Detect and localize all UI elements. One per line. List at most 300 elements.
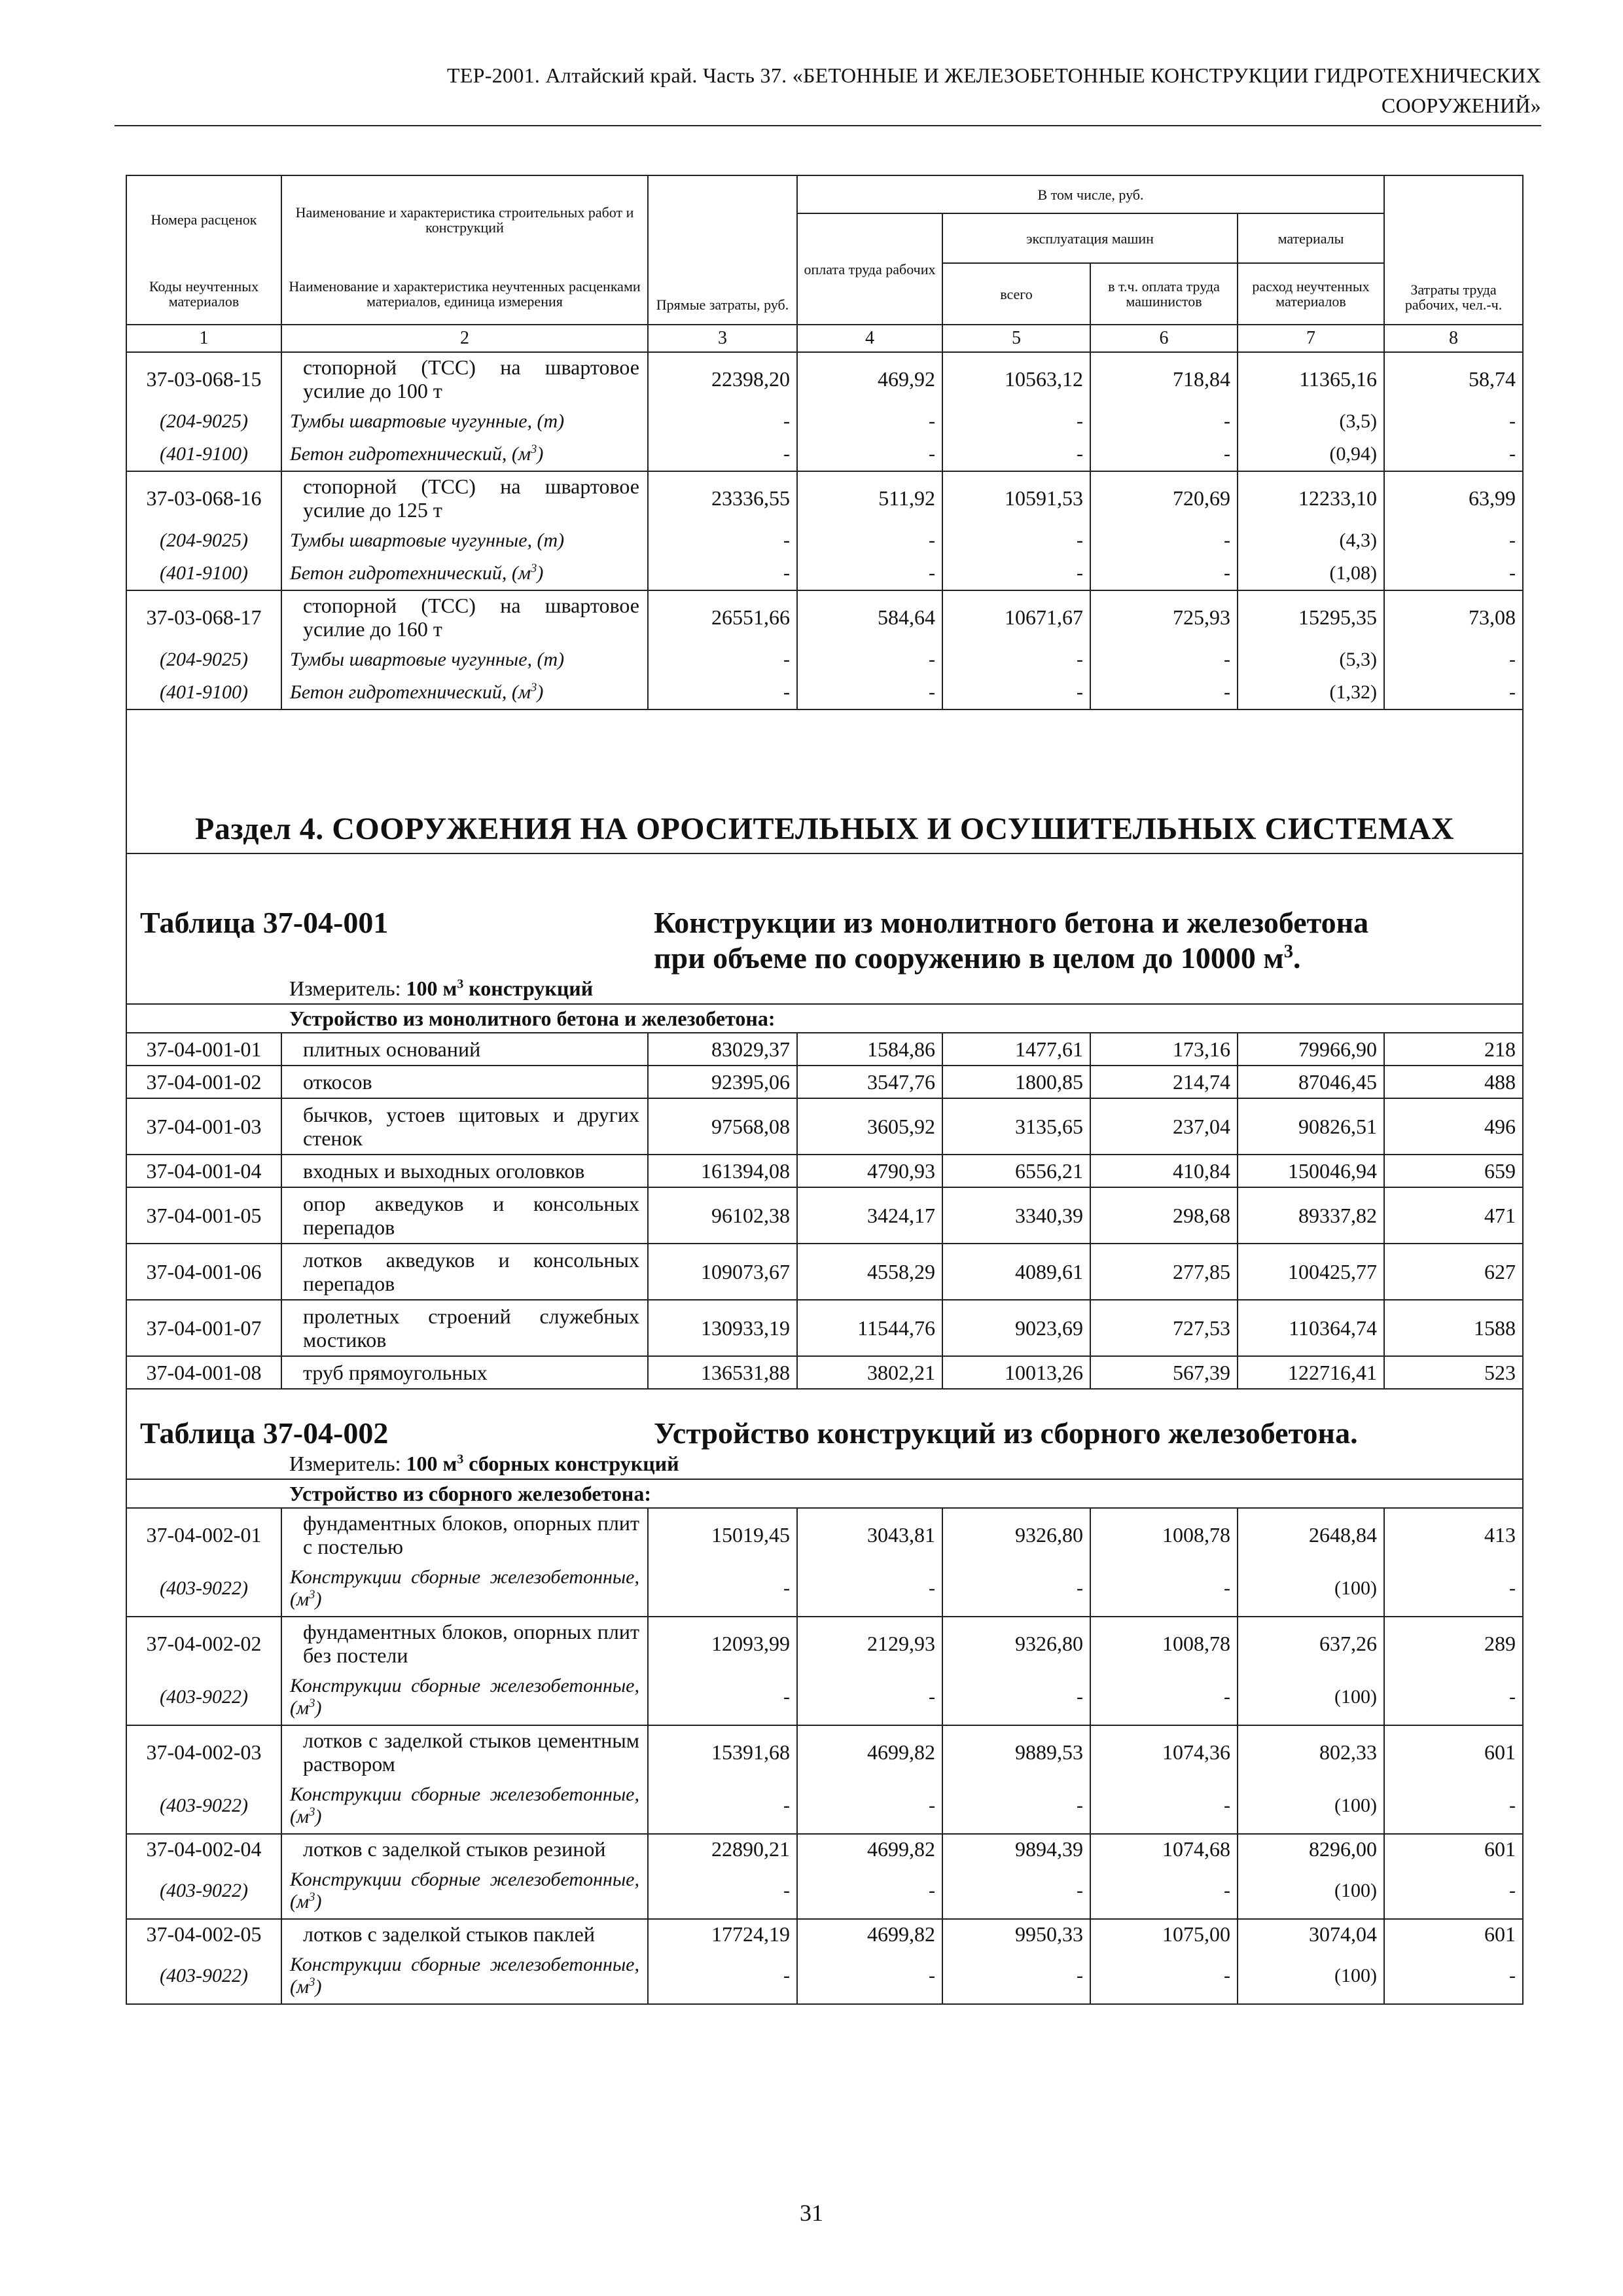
value-cell: (100) — [1238, 1561, 1384, 1617]
unit-exponent: 3 — [309, 1588, 315, 1602]
value-cell: - — [1090, 1948, 1238, 2004]
value-cell: 122716,41 — [1238, 1356, 1384, 1389]
table-1-title — [654, 905, 1368, 976]
value-cell: - — [797, 1778, 942, 1834]
value-cell: 12233,10 — [1238, 471, 1384, 524]
table-row — [126, 1508, 1523, 1561]
table-2-measure-sup: 3 — [457, 1452, 464, 1467]
value-cell: - — [1384, 1670, 1523, 1725]
header-workers-pay-label: оплата труда рабочих — [804, 260, 936, 278]
rate-code: 37-04-002-02 — [126, 1617, 281, 1670]
material-name: Конструкции сборные железобетонные, (м — [290, 1784, 639, 1827]
value-cell: 22398,20 — [648, 352, 797, 405]
value-cell: 73,08 — [1384, 590, 1523, 643]
value-cell: 23336,55 — [648, 471, 797, 524]
table-2-label: Таблица 37-04-002 — [140, 1416, 389, 1450]
material-name-cell — [281, 1863, 648, 1919]
material-name-end: ) — [315, 1976, 322, 1998]
material-code: (403-9022) — [126, 1778, 281, 1834]
value-cell: 9889,53 — [942, 1725, 1090, 1778]
header-machinists-pay: в т.ч. оплата труда машинистов — [1090, 263, 1238, 325]
column-number: 4 — [797, 325, 942, 352]
value-cell: 601 — [1384, 1834, 1523, 1863]
table-1-subhead-row — [126, 1004, 1523, 1033]
table-1-measure-label: Измеритель: — [289, 977, 401, 1000]
table-2-body — [126, 1508, 1523, 2004]
value-cell: 1800,85 — [942, 1066, 1090, 1098]
value-cell: - — [942, 1670, 1090, 1725]
value-cell: - — [797, 557, 942, 590]
unit-exponent: 3 — [531, 681, 537, 694]
table-1-title-line-1: Конструкции из монолитного бетона и железобетона — [654, 906, 1369, 939]
rate-code: 37-04-001-01 — [126, 1033, 281, 1066]
material-name-end: ) — [315, 1588, 322, 1610]
work-name: фундаментных блоков, опорных плит без постели — [281, 1617, 648, 1670]
rate-code: 37-04-001-06 — [126, 1244, 281, 1300]
value-cell: - — [648, 1863, 797, 1919]
page-number: 31 — [800, 2200, 823, 2226]
value-cell: 15019,45 — [648, 1508, 797, 1561]
value-cell: (100) — [1238, 1670, 1384, 1725]
column-number: 7 — [1238, 325, 1384, 352]
table-1-title-cell — [126, 853, 1523, 976]
rate-code: 37-04-001-08 — [126, 1356, 281, 1389]
value-cell: (100) — [1238, 1778, 1384, 1834]
material-name-cell: Тумбы швартовые чугунные, (т) — [281, 524, 648, 557]
section-title-row — [126, 709, 1523, 853]
header-direct-costs-label: Прямые затраты, руб. — [656, 296, 789, 313]
value-cell: - — [1090, 643, 1238, 676]
header-unaccounted-materials: расход неучтенных материалов — [1238, 263, 1384, 325]
value-cell: 92395,06 — [648, 1066, 797, 1098]
material-name-cell: Тумбы швартовые чугунные, (т) — [281, 405, 648, 438]
value-cell: 718,84 — [1090, 352, 1238, 405]
value-cell: 237,04 — [1090, 1098, 1238, 1155]
value-cell: 601 — [1384, 1919, 1523, 1948]
value-cell: 277,85 — [1090, 1244, 1238, 1300]
rate-code: 37-04-001-03 — [126, 1098, 281, 1155]
table-2-measure-label: Измеритель: — [289, 1452, 401, 1475]
value-cell: - — [797, 1670, 942, 1725]
table-row — [126, 1725, 1523, 1778]
value-cell: 109073,67 — [648, 1244, 797, 1300]
value-cell: 11544,76 — [797, 1300, 942, 1356]
value-cell: (1,08) — [1238, 557, 1384, 590]
value-cell: 8296,00 — [1238, 1834, 1384, 1863]
work-name: стопорной (ТСС) на швартовое усилие до 125 т — [281, 471, 648, 524]
rate-code: 37-03-068-17 — [126, 590, 281, 643]
work-name: лотков акведуков и консольных перепадов — [281, 1244, 648, 1300]
header-line-2: СООРУЖЕНИЙ» — [1381, 94, 1541, 117]
table-1-measure-value: 100 м — [406, 977, 457, 1000]
header-unaccounted-codes: Коды неучтенных материалов — [126, 263, 281, 325]
value-cell: 214,74 — [1090, 1066, 1238, 1098]
rate-code: 37-04-001-07 — [126, 1300, 281, 1356]
table-2-head-body — [126, 1389, 1523, 1508]
value-cell: - — [942, 1948, 1090, 2004]
material-name: Конструкции сборные железобетонные, (м — [290, 1675, 639, 1719]
value-cell: - — [942, 438, 1090, 471]
rate-code: 37-03-068-15 — [126, 352, 281, 405]
value-cell: 4558,29 — [797, 1244, 942, 1300]
value-cell: 11365,16 — [1238, 352, 1384, 405]
value-cell: - — [648, 1670, 797, 1725]
value-cell: - — [942, 557, 1090, 590]
value-cell: 289 — [1384, 1617, 1523, 1670]
table-row — [126, 590, 1523, 643]
work-name: лотков с заделкой стыков цементным раствором — [281, 1725, 648, 1778]
value-cell: 9894,39 — [942, 1834, 1090, 1863]
value-cell: 10563,12 — [942, 352, 1090, 405]
value-cell: 87046,45 — [1238, 1066, 1384, 1098]
table-row — [126, 1187, 1523, 1244]
value-cell: - — [1384, 643, 1523, 676]
table-2-title-row — [126, 1389, 1523, 1451]
value-cell: (5,3) — [1238, 643, 1384, 676]
material-code: (403-9022) — [126, 1863, 281, 1919]
value-cell: (100) — [1238, 1948, 1384, 2004]
work-name: лотков с заделкой стыков паклей — [281, 1919, 648, 1948]
value-cell: 83029,37 — [648, 1033, 797, 1066]
value-cell: 9326,80 — [942, 1617, 1090, 1670]
value-cell: 3043,81 — [797, 1508, 942, 1561]
value-cell: - — [1384, 676, 1523, 709]
column-number: 5 — [942, 325, 1090, 352]
unit-exponent: 3 — [309, 1975, 315, 1989]
material-name: Конструкции сборные железобетонные, (м — [290, 1869, 639, 1912]
value-cell: 523 — [1384, 1356, 1523, 1389]
value-cell: - — [1090, 676, 1238, 709]
value-cell: (100) — [1238, 1863, 1384, 1919]
value-cell: 1008,78 — [1090, 1508, 1238, 1561]
value-cell: 601 — [1384, 1725, 1523, 1778]
value-cell: 130933,19 — [648, 1300, 797, 1356]
rate-code: 37-04-001-04 — [126, 1155, 281, 1187]
value-cell: 802,33 — [1238, 1725, 1384, 1778]
value-cell: - — [797, 676, 942, 709]
material-row — [126, 1948, 1523, 2004]
material-code: (204-9025) — [126, 643, 281, 676]
column-number: 3 — [648, 325, 797, 352]
material-name-cell: Тумбы швартовые чугунные, (т) — [281, 643, 648, 676]
material-name-cell — [281, 438, 648, 471]
unit-exponent: 3 — [531, 562, 537, 575]
material-row — [126, 557, 1523, 590]
unit-exponent: 3 — [309, 1890, 315, 1904]
header-line-1: ТЕР-2001. Алтайский край. Часть 37. «БЕТОННЫЕ И ЖЕЛЕЗОБЕТОННЫЕ КОНСТРУКЦИИ ГИДРОТЕХНИЧЕСКИХ — [446, 63, 1541, 87]
value-cell: - — [648, 524, 797, 557]
value-cell: - — [648, 1948, 797, 2004]
header-including: В том числе, руб. — [797, 175, 1384, 213]
value-cell: - — [942, 524, 1090, 557]
rates-table-wrapper — [126, 175, 1522, 2005]
value-cell: 110364,74 — [1238, 1300, 1384, 1356]
value-cell: 3340,39 — [942, 1187, 1090, 1244]
value-cell: - — [1090, 405, 1238, 438]
section-4-body — [126, 709, 1523, 1033]
material-name: Бетон гидротехнический, (м — [290, 681, 531, 703]
value-cell: 584,64 — [797, 590, 942, 643]
value-cell: - — [648, 438, 797, 471]
table-2-subhead-row — [126, 1479, 1523, 1508]
value-cell: 1477,61 — [942, 1033, 1090, 1066]
value-cell: 1584,86 — [797, 1033, 942, 1066]
value-cell: - — [797, 1863, 942, 1919]
column-numbers-row — [126, 325, 1523, 352]
value-cell: 218 — [1384, 1033, 1523, 1066]
value-cell: 15295,35 — [1238, 590, 1384, 643]
section-title-cell — [126, 709, 1523, 853]
value-cell: 4699,82 — [797, 1919, 942, 1948]
value-cell: - — [797, 405, 942, 438]
value-cell: 567,39 — [1090, 1356, 1238, 1389]
material-code: (204-9025) — [126, 405, 281, 438]
table-row — [126, 352, 1523, 405]
value-cell: - — [1090, 1863, 1238, 1919]
value-cell: 496 — [1384, 1098, 1523, 1155]
material-code: (204-9025) — [126, 524, 281, 557]
header-labor-costs-label: Затраты труда рабочих, чел.-ч. — [1404, 281, 1503, 313]
value-cell: 10013,26 — [942, 1356, 1090, 1389]
value-cell: 659 — [1384, 1155, 1523, 1187]
material-name-cell — [281, 1778, 648, 1834]
value-cell: - — [797, 643, 942, 676]
table-1-label: Таблица 37-04-001 — [140, 906, 389, 939]
value-cell: 9023,69 — [942, 1300, 1090, 1356]
value-cell: 4699,82 — [797, 1834, 942, 1863]
rates-table — [126, 175, 1524, 2005]
material-row — [126, 405, 1523, 438]
value-cell: 1075,00 — [1090, 1919, 1238, 1948]
table-1-measure — [281, 976, 1523, 1004]
value-cell: 637,26 — [1238, 1617, 1384, 1670]
value-cell: - — [1384, 438, 1523, 471]
value-cell: 488 — [1384, 1066, 1523, 1098]
table-row — [126, 1033, 1523, 1066]
rate-code: 37-04-001-05 — [126, 1187, 281, 1244]
material-name-cell — [281, 1561, 648, 1617]
value-cell: - — [1384, 1948, 1523, 2004]
value-cell: 511,92 — [797, 471, 942, 524]
rate-code: 37-04-002-03 — [126, 1725, 281, 1778]
table-2-measure-unit: сборных конструкций — [463, 1452, 679, 1475]
table-1-body — [126, 1033, 1523, 1389]
value-cell: 4699,82 — [797, 1725, 942, 1778]
unit-exponent: 3 — [531, 442, 537, 456]
material-name: Конструкции сборные железобетонные, (м — [290, 1566, 639, 1610]
value-cell: 15391,68 — [648, 1725, 797, 1778]
value-cell: - — [797, 1561, 942, 1617]
work-name: лотков с заделкой стыков резиной — [281, 1834, 648, 1863]
material-row — [126, 438, 1523, 471]
material-row — [126, 1863, 1523, 1919]
value-cell: - — [648, 1561, 797, 1617]
value-cell: - — [942, 1778, 1090, 1834]
rate-code: 37-04-002-01 — [126, 1508, 281, 1561]
table-1-title-sup: 3 — [1283, 941, 1293, 962]
value-cell: - — [1384, 524, 1523, 557]
value-cell: 9950,33 — [942, 1919, 1090, 1948]
table-1-title-row — [126, 853, 1523, 976]
table-row — [126, 1098, 1523, 1155]
value-cell: - — [648, 676, 797, 709]
material-name-end: ) — [537, 443, 544, 465]
value-cell: - — [1090, 1778, 1238, 1834]
value-cell: (3,5) — [1238, 405, 1384, 438]
value-cell: 4790,93 — [797, 1155, 942, 1187]
material-name: Конструкции сборные железобетонные, (м — [290, 1954, 639, 1998]
value-cell: 2648,84 — [1238, 1508, 1384, 1561]
table-row — [126, 1244, 1523, 1300]
value-cell: 410,84 — [1090, 1155, 1238, 1187]
table-2-title: Устройство конструкций из сборного железобетона. — [654, 1416, 1358, 1450]
material-name-end: ) — [315, 1697, 322, 1719]
value-cell: - — [942, 1863, 1090, 1919]
value-cell: 22890,21 — [648, 1834, 797, 1863]
value-cell: - — [1090, 438, 1238, 471]
value-cell: 298,68 — [1090, 1187, 1238, 1244]
material-name: Бетон гидротехнический, (м — [290, 443, 531, 465]
work-name: входных и выходных оголовков — [281, 1155, 648, 1187]
value-cell: (4,3) — [1238, 524, 1384, 557]
material-row — [126, 1778, 1523, 1834]
table-2-measure-value: 100 м — [406, 1452, 457, 1475]
work-name: бычков, устоев щитовых и других стенок — [281, 1098, 648, 1155]
work-name: труб прямоугольных — [281, 1356, 648, 1389]
value-cell: 6556,21 — [942, 1155, 1090, 1187]
value-cell: 79966,90 — [1238, 1033, 1384, 1066]
table-header — [126, 175, 1523, 352]
column-number: 1 — [126, 325, 281, 352]
table-2-subhead: Устройство из сборного железобетона: — [281, 1479, 1523, 1508]
value-cell: 3802,21 — [797, 1356, 942, 1389]
table-1-subhead: Устройство из монолитного бетона и железобетона: — [281, 1004, 1523, 1033]
table-row — [126, 1356, 1523, 1389]
table-2-measure — [281, 1451, 1523, 1479]
value-cell: - — [1384, 405, 1523, 438]
value-cell: 3605,92 — [797, 1098, 942, 1155]
value-cell: 1588 — [1384, 1300, 1523, 1356]
value-cell: - — [942, 405, 1090, 438]
material-code: (401-9100) — [126, 676, 281, 709]
header-materials: материалы — [1238, 213, 1384, 263]
table-2-measure-row — [126, 1451, 1523, 1479]
value-cell: - — [942, 676, 1090, 709]
material-name-end: ) — [537, 562, 544, 584]
column-number: 8 — [1384, 325, 1523, 352]
table-2-title-cell — [126, 1389, 1523, 1451]
table-1-measure-sup: 3 — [457, 977, 464, 992]
value-cell: - — [648, 405, 797, 438]
table-row — [126, 1155, 1523, 1187]
table-row — [126, 1617, 1523, 1670]
header-direct-costs — [648, 175, 797, 325]
header-machines: эксплуатация машин — [942, 213, 1238, 263]
value-cell: - — [1090, 524, 1238, 557]
value-cell: 4089,61 — [942, 1244, 1090, 1300]
table-row — [126, 1066, 1523, 1098]
rate-code: 37-04-002-05 — [126, 1919, 281, 1948]
material-row — [126, 1561, 1523, 1617]
unit-exponent: 3 — [309, 1805, 315, 1819]
value-cell: 150046,94 — [1238, 1155, 1384, 1187]
header-machines-total: всего — [942, 263, 1090, 325]
value-cell: - — [797, 524, 942, 557]
value-cell: 725,93 — [1090, 590, 1238, 643]
value-cell: 26551,66 — [648, 590, 797, 643]
table-row — [126, 471, 1523, 524]
value-cell: - — [1090, 1670, 1238, 1725]
work-name: стопорной (ТСС) на швартовое усилие до 160 т — [281, 590, 648, 643]
material-code: (401-9100) — [126, 438, 281, 471]
material-name-cell — [281, 1670, 648, 1725]
value-cell: - — [1384, 1778, 1523, 1834]
value-cell: 100425,77 — [1238, 1244, 1384, 1300]
unit-exponent: 3 — [309, 1696, 315, 1710]
value-cell: (1,32) — [1238, 676, 1384, 709]
material-name-end: ) — [315, 1806, 322, 1827]
value-cell: - — [648, 557, 797, 590]
material-row — [126, 676, 1523, 709]
work-name: пролетных строений служебных мостиков — [281, 1300, 648, 1356]
value-cell: - — [797, 1948, 942, 2004]
value-cell: - — [942, 1561, 1090, 1617]
value-cell: 727,53 — [1090, 1300, 1238, 1356]
value-cell: 136531,88 — [648, 1356, 797, 1389]
material-row — [126, 1670, 1523, 1725]
material-code: (403-9022) — [126, 1948, 281, 2004]
value-cell: - — [797, 438, 942, 471]
column-number: 6 — [1090, 325, 1238, 352]
value-cell: 3424,17 — [797, 1187, 942, 1244]
value-cell: - — [1090, 1561, 1238, 1617]
value-cell: 469,92 — [797, 352, 942, 405]
value-cell: 63,99 — [1384, 471, 1523, 524]
material-name: Бетон гидротехнический, (м — [290, 562, 531, 584]
header-divider — [115, 125, 1541, 126]
work-name: фундаментных блоков, опорных плит с постелью — [281, 1508, 648, 1561]
value-cell: 96102,38 — [648, 1187, 797, 1244]
value-cell: - — [648, 1778, 797, 1834]
value-cell: - — [1384, 1863, 1523, 1919]
work-name: откосов — [281, 1066, 648, 1098]
value-cell: 720,69 — [1090, 471, 1238, 524]
value-cell: 58,74 — [1384, 352, 1523, 405]
table-row — [126, 1919, 1523, 1948]
value-cell: 161394,08 — [648, 1155, 797, 1187]
value-cell: 413 — [1384, 1508, 1523, 1561]
value-cell: 10671,67 — [942, 590, 1090, 643]
value-cell: - — [1384, 1561, 1523, 1617]
value-cell: 9326,80 — [942, 1508, 1090, 1561]
value-cell: 17724,19 — [648, 1919, 797, 1948]
value-cell: (0,94) — [1238, 438, 1384, 471]
value-cell: 1008,78 — [1090, 1617, 1238, 1670]
table-row — [126, 1834, 1523, 1863]
material-code: (403-9022) — [126, 1670, 281, 1725]
value-cell: 3547,76 — [797, 1066, 942, 1098]
header-rate-number: Номера расценок — [126, 175, 281, 263]
value-cell: 3074,04 — [1238, 1919, 1384, 1948]
value-cell: 2129,93 — [797, 1617, 942, 1670]
value-cell: 3135,65 — [942, 1098, 1090, 1155]
block-1-body — [126, 352, 1523, 709]
table-1-title-line-2-end: . — [1293, 941, 1301, 975]
header-labor-costs — [1384, 175, 1523, 325]
value-cell: - — [648, 643, 797, 676]
value-cell: 97568,08 — [648, 1098, 797, 1155]
rate-code: 37-04-001-02 — [126, 1066, 281, 1098]
